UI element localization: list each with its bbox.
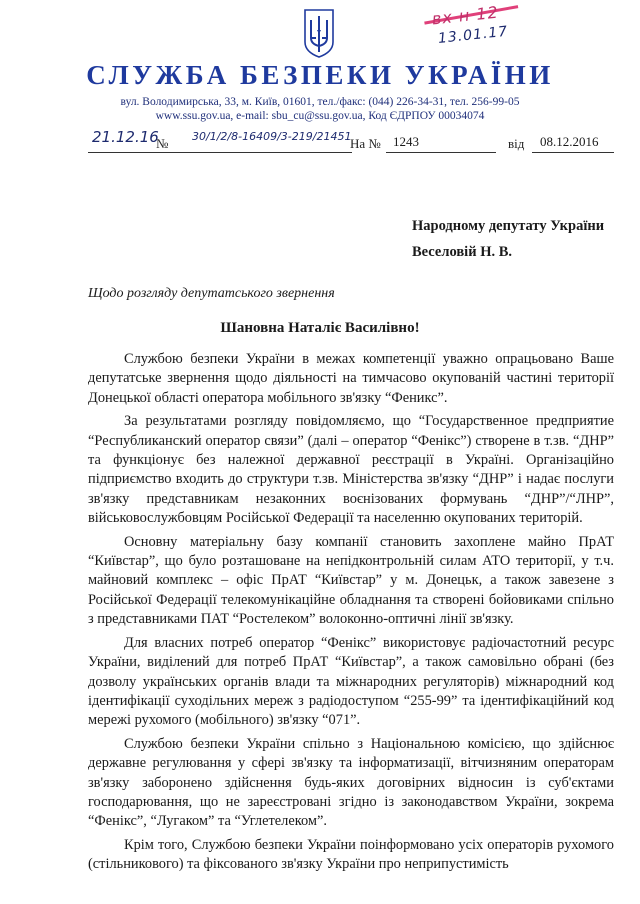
body-paragraph: Службою безпеки України в межах компетенції уважно опрацьовано Ваше депутатське звернення щодо діяльності на тимчасово окупованій частині території Донецької області оператора мобільного зв'язку “Феникс”. — [88, 351, 614, 406]
body-paragraph: Службою безпеки України спільно з Національною комісією, що здійснює державне регулювання у сфері зв'язку та інформатизації, вітчизняним операторам зв'язку заборонено здійснення будь-яких договірних відносин із суб'єктами господарювання, що не зареєстровані згідно із законодавством України, зокрема “Фенікс”, “Лугаком” та “Углетелеком”. — [88, 735, 614, 830]
reference-date: 08.12.2016 — [540, 134, 599, 149]
body-paragraph: Основну матеріальну базу компанії становить захоплене майно ПрАТ “Київстар”, що було розташоване на непідконтрольній силам АТО території, у т.ч. майновий комплекс – офіс ПрАТ “Київстар” у м. Донецьк, а також завезене з Російської Федерації телекомунікаційне обладнання та створені бойовиками спільно з представниками ПАТ “Ростелеком” волоконно-оптичні лінії зв'язку. — [88, 533, 614, 628]
outgoing-number-row — [88, 128, 613, 158]
reference-underline — [386, 152, 496, 153]
organization-title: СЛУЖБА БЕЗПЕКИ УКРАЇНИ — [86, 60, 554, 90]
body-paragraph: Для власних потреб оператор “Фенікс” використовує радіочастотний ресурс України, виділений для потреб ПрАТ “Київстар”, а також самовільно обрані (без дозволу українських органів влади та міжнародних регуляторів) міжнародний код ідентифікації суходільних мереж з радіодоступом “255-99” та ідентифікаційний код мережі рухомого (мобільного) зв'язку “071”. — [88, 634, 614, 729]
incoming-stamp — [423, 0, 547, 54]
body-paragraph: Крім того, Службою безпеки України поінформовано усіх операторів рухомого (стільникового) та фіксованого зв'язку України про неприпустимість — [88, 836, 614, 873]
date-label: від — [508, 136, 525, 151]
letter-subject: Щодо розгляду депутатського звернення — [88, 286, 335, 301]
address-line-1: вул. Володимирська, 33, м. Київ, 01601, тел./факс: (044) 226-34-31, тел. 256-99-05 — [120, 96, 520, 108]
number-underline — [88, 152, 352, 153]
addressee-title: Народному депутату України — [412, 218, 605, 234]
reference-label: На № — [350, 136, 381, 151]
stamp-line2: 13.01.17 — [437, 23, 509, 47]
letter-body — [88, 350, 614, 875]
number-label: № — [156, 136, 169, 151]
address-line-2: www.ssu.gov.ua, e-mail: sbu_cu@ssu.gov.ua, Код ЄДРПОУ 00034074 — [155, 110, 485, 122]
trident-emblem-icon — [302, 8, 336, 58]
reference-number: 1243 — [393, 134, 419, 149]
date-underline — [532, 152, 614, 153]
handwritten-number: 30/1/2/8-16409/3-219/21451 — [192, 130, 352, 143]
handwritten-date: 21.12.16 — [92, 128, 159, 146]
stamp-line1: вх н 12 — [430, 2, 500, 29]
body-paragraph: За результатами розгляду повідомляємо, що “Государственное предприятие “Республиканский оператор связи” (далі – оператор “Фенікс”) створене в т.зв. “ДНР” та функціонує без належної державної реєстрації в Україні. Організаційно підприємство входить до структури т.зв. Міністерства зв'язку “ДНР” і надає послуги зв'язку представникам незаконних воєнізованих формувань “ДНР”/“ЛНР”, військовослужбовцям Російської Федерації та населенню окупованих територій. — [88, 413, 614, 527]
addressee-name: Веселовій Н. В. — [412, 244, 513, 260]
salutation: Шановна Наталіє Василівно! — [220, 320, 420, 336]
